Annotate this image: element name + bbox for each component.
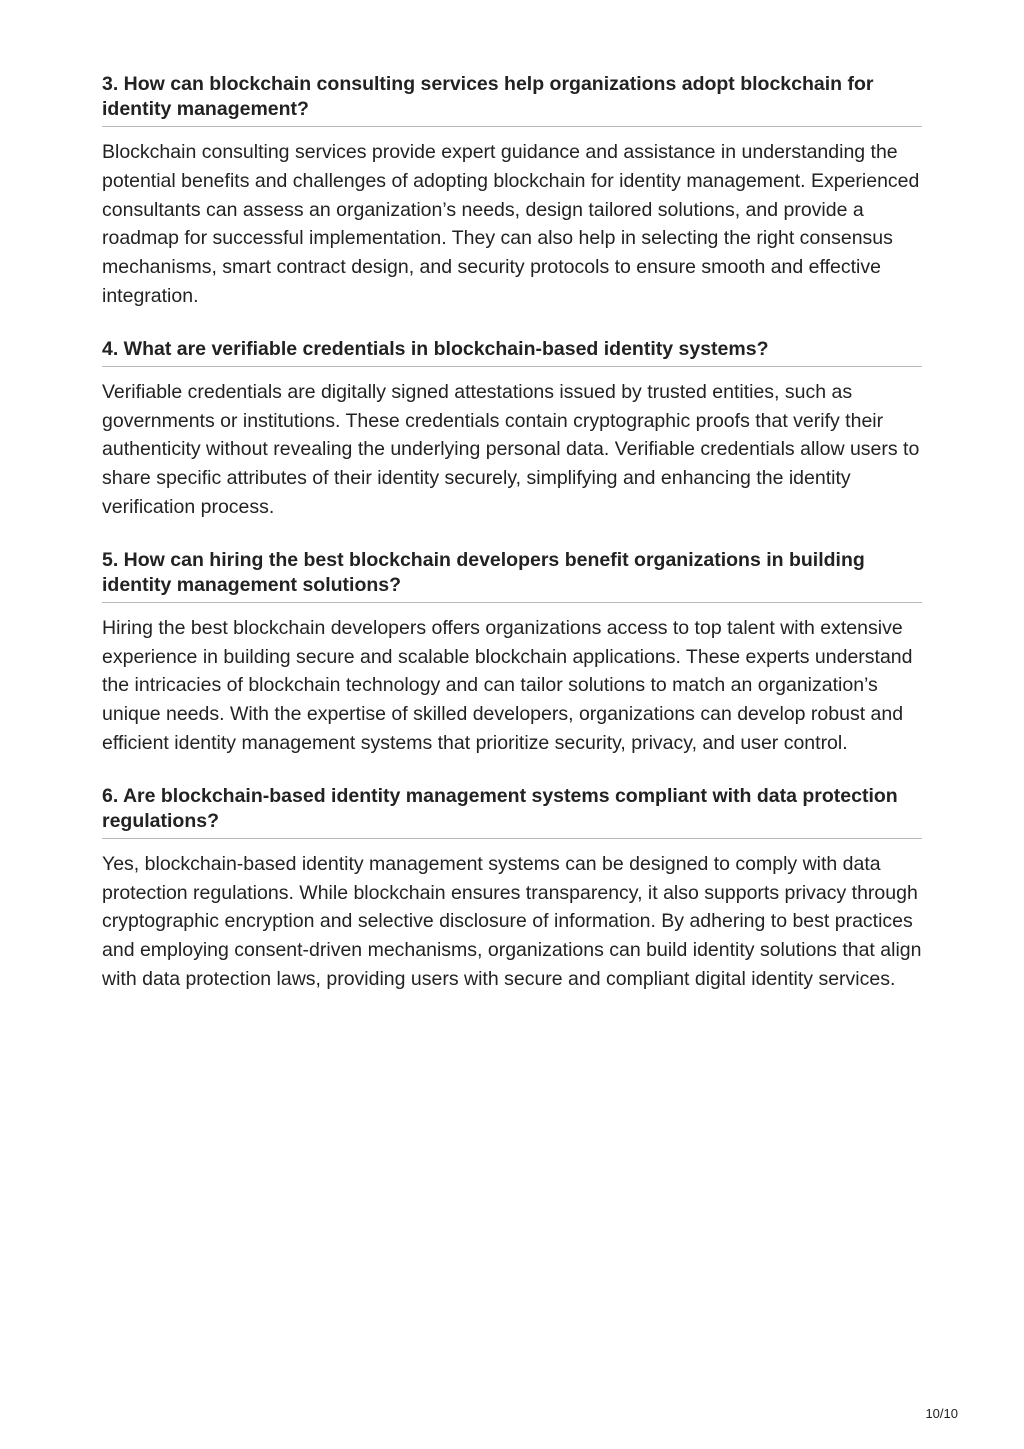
- faq-item-6: [102, 784, 922, 994]
- faq-page-content: [102, 72, 922, 1020]
- faq-item-5: [102, 548, 922, 758]
- faq-item-3: [102, 72, 922, 311]
- faq-answer: Blockchain consulting services provide expert guidance and assistance in understanding the potential benefits and challenges of adopting blockchain for identity management. Experienced consultants can assess an organization’s needs, design tailored solutions, and provide a roadmap for successful implementation. They can also help in selecting the right consensus mechanisms, smart contract design, and security protocols to ensure smooth and effective integration.: [102, 141, 920, 307]
- faq-item-4: [102, 337, 922, 522]
- faq-answer: Verifiable credentials are digitally signed attestations issued by trusted entities, such as governments or institutions. These credentials contain cryptographic proofs that verify their authenticity without revealing the underlying personal data. Verifiable credentials allow users to share specific attributes of their identity securely, simplifying and enhancing the identity verification process.: [102, 380, 920, 518]
- faq-question: 4. What are verifiable credentials in blockchain-based identity systems?: [102, 337, 922, 367]
- faq-answer: Hiring the best blockchain developers offers organizations access to top talent with extensive experience in building secure and scalable blockchain applications. These experts understand the intricacies of blockchain technology and can tailor solutions to match an organization’s unique needs. With the expertise of skilled developers, organizations can develop robust and efficient identity management systems that prioritize security, privacy, and user control.: [102, 616, 913, 754]
- faq-question: 6. Are blockchain-based identity management systems compliant with data protection regulations?: [102, 784, 922, 839]
- faq-question: 3. How can blockchain consulting services help organizations adopt blockchain for identity management?: [102, 72, 922, 127]
- page-number: 10/10: [925, 1406, 958, 1421]
- faq-answer: Yes, blockchain-based identity management systems can be designed to comply with data protection regulations. While blockchain ensures transparency, it also supports privacy through cryptographic encryption and selective disclosure of information. By adhering to best practices and employing consent-driven mechanisms, organizations can build identity solutions that align with data protection laws, providing users with secure and compliant digital identity services.: [102, 852, 922, 990]
- faq-question: 5. How can hiring the best blockchain developers benefit organizations in building identity management solutions?: [102, 548, 922, 603]
